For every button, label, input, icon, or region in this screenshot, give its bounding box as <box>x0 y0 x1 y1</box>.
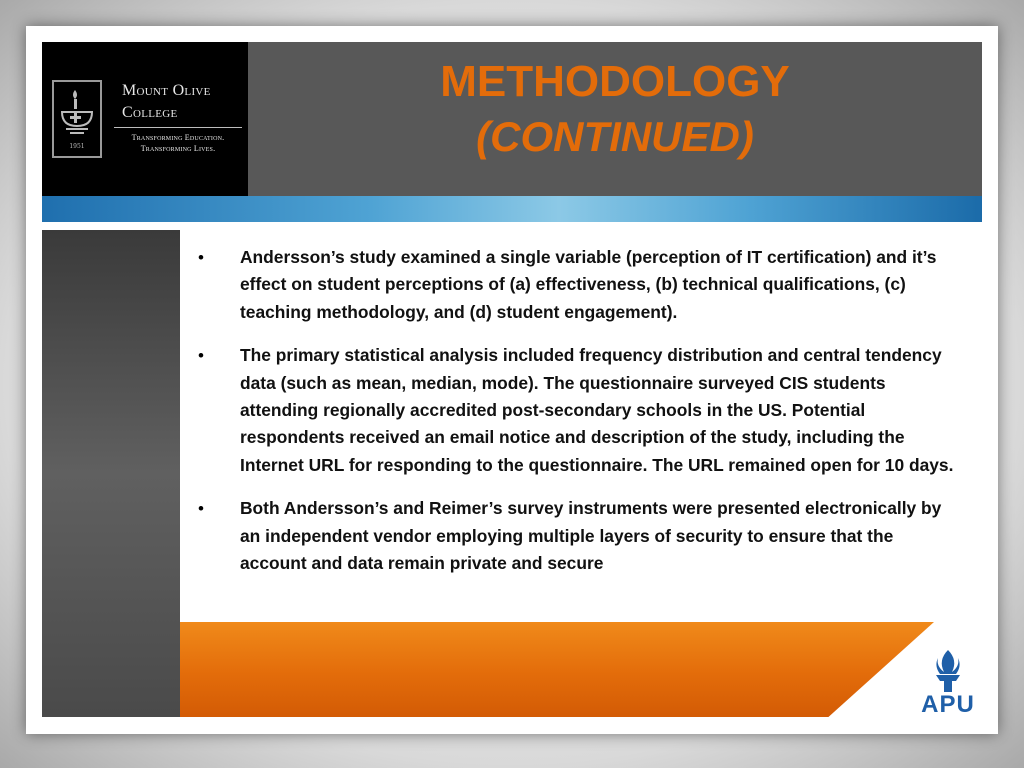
college-tagline-line1: Transforming Education. <box>131 133 225 142</box>
apu-logo <box>910 648 986 720</box>
bullet-text: The primary statistical analysis included frequency distribution and central tendency data (such as mean, median, mode). The questionnaire surveyed CIS students attending regionally accredited post-secondary schools in the US. Potential respondents received an email notice and description of the study, including the Internet URL for responding to the questionnaire. The URL remained open for 10 days. <box>240 345 954 475</box>
bullet-item <box>194 342 964 479</box>
slide <box>26 26 998 734</box>
college-name-line1: Mount Olive <box>122 82 211 99</box>
bullet-text: Both Andersson’s and Reimer’s survey instruments were presented electronically by an independent vendor employing multiple layers of security to ensure that the account and data remain private and secure <box>240 498 942 574</box>
bullet-item <box>194 244 964 326</box>
college-logo-text <box>114 80 242 154</box>
slide-title <box>248 54 982 164</box>
college-name-line2: College <box>122 104 178 121</box>
seal-year: 1951 <box>69 143 85 150</box>
bullet-marker: • <box>198 499 204 519</box>
left-gray-bar <box>42 230 180 717</box>
bullet-marker: • <box>198 248 204 267</box>
bullet-text: Andersson’s study examined a single variable (perception of IT certification) and it’s effect on student perceptions of (a) effectiveness, (b) technical qualifications, (c) teaching methodology, and (d) student engagement). <box>240 247 937 322</box>
bullet-item <box>194 495 964 577</box>
bullet-marker: • <box>198 346 204 366</box>
orange-footer-band <box>180 622 934 717</box>
torch-icon <box>910 648 986 694</box>
college-seal-icon <box>52 80 102 158</box>
logo-divider <box>114 127 242 128</box>
slide-title-line1: METHODOLOGY <box>440 57 790 106</box>
bullet-list <box>194 244 964 593</box>
college-logo <box>42 42 248 196</box>
apu-logo-text: APU <box>921 691 975 718</box>
slide-title-line2: (CONTINUED) <box>476 113 754 160</box>
blue-accent-band <box>42 196 982 222</box>
college-tagline-line2: Transforming Lives. <box>140 144 216 153</box>
slide-header <box>42 42 982 196</box>
